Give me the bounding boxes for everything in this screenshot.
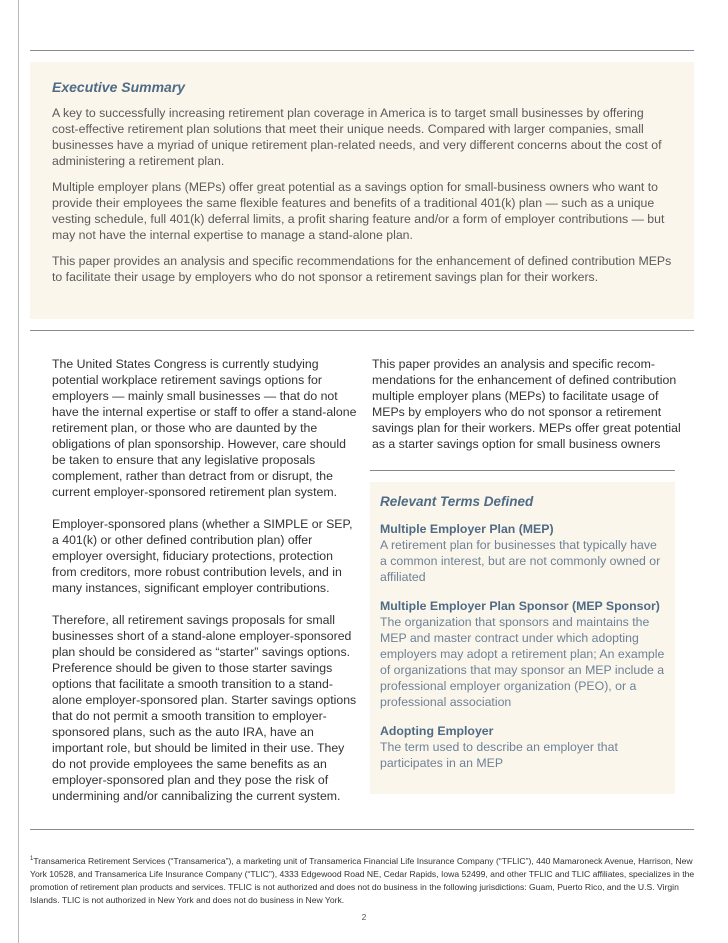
- term-entry: [380, 723, 665, 771]
- left-column: [52, 356, 358, 820]
- term-entry: [380, 598, 665, 710]
- footnote-rule: [30, 829, 694, 830]
- footnote: [30, 853, 698, 907]
- body-paragraph: Therefore, all retirement savings proposals for small businesses short of a stand-alone employer-sponsored plan should be considered as “starter” savings options. Preference should be given to those starter savings options that facilitate a smooth transition to a stand-alone employer-sponsored plan. Starter savings options that do not permit a smooth transition to employer-sponsored plans, such as the auto IRA, have an important role, but should be limited in their use. They do not provide employees the same benefits as an employer-sponsored plan and they pose the risk of undermining and/or cannibalizing the current system.: [52, 613, 357, 803]
- right-intro-paragraph: This paper provides an analysis and specific recom-mendations for the enhancement of defined contribution multiple employer plans (MEPs) to facilitate usage of MEPs by employers who do not sponsor a retirement savings plan for their workers. MEPs offer great potential as a starter savings option for small business owners: [372, 357, 681, 451]
- summary-paragraph: A key to successfully increasing retirement plan coverage in America is to target small businesses by offering cost-effective retirement plan solutions that meet their unique needs. Compared with larger companies, small businesses have a myriad of unique retirement plan-related needs, and very different concerns about the cost of administering a retirement plan.: [52, 106, 662, 168]
- term-name: Multiple Employer Plan (MEP): [380, 522, 554, 536]
- relevant-terms-box: [370, 482, 675, 794]
- footnote-marker: 1: [30, 856, 34, 862]
- term-definition: A retirement plan for businesses that typically have a common interest, but are not commonly owned or affiliated: [380, 538, 661, 584]
- footnote-text: Transamerica Retirement Services (“Transamerica”), a marketing unit of Transamerica Financial Life Insurance Company (“TFLIC”), 440 Mamaroneck Avenue, Harrison, New York 10528, and Transamerica Life Insurance Company (“TLIC”), 4333 Edgewood Road NE, Cedar Rapids, Iowa 52499, and other TFLIC and TLIC affiliates, specializes in the promotion of retirement plan products and services. TFLIC is not authorized and does not do business in the following jurisdictions: Guam, Puerto Rico, and the U.S. Virgin Islands. TLIC is not authorized in New York and does not do business in New York.: [30, 855, 695, 905]
- term-definition: The term used to describe an employer that participates in an MEP: [380, 740, 618, 770]
- page-left-border: [18, 0, 19, 943]
- page-number: 2: [361, 912, 367, 922]
- term-definition: The organization that sponsors and maintains the MEP and master contract under which adopting employers may adopt a retirement plan; An example of organizations that may sponsor an MEP include a professional employer organization (PEO), or a professional association: [380, 615, 665, 709]
- summary-paragraph: This paper provides an analysis and specific recommendations for the enhancement of defined contribution MEPs to facilitate their usage by employers who do not sponsor a retirement savings plan for their workers.: [52, 254, 672, 284]
- body-paragraph: Employer-sponsored plans (whether a SIMPLE or SEP, a 401(k) or other defined contribution plan) offer employer oversight, fiduciary protections, protection from creditors, more robust contribution levels, and in many instances, significant employer contributions.: [52, 517, 353, 595]
- term-entry: [380, 521, 665, 585]
- term-name: Multiple Employer Plan Sponsor (MEP Sponsor): [380, 599, 660, 613]
- summary-paragraph: Multiple employer plans (MEPs) offer great potential as a savings option for small-business owners who want to provide their employees the same flexible features and benefits of a traditional 401(k) plan — such as a unique vesting schedule, full 401(k) deferral limits, a profit sharing feature and/or a form of employer contributions — but may not have the internal expertise to manage a stand-alone plan.: [52, 180, 665, 242]
- terms-top-rule: [370, 470, 675, 471]
- executive-summary-title: Executive Summary: [52, 79, 186, 95]
- body-paragraph: The United States Congress is currently studying potential workplace retirement savings options for employers — mainly small businesses — that do not have the internal expertise or staff to offer a stand-alone retirement plan, or those who are daunted by the obligations of plan sponsorship. However, care should be taken to ensure that any legislative proposals complement, rather than detract from or disrupt, the current employer-sponsored retirement plan system.: [52, 357, 357, 499]
- relevant-terms-title: Relevant Terms Defined: [380, 494, 534, 509]
- right-column: [372, 356, 682, 452]
- summary-bottom-rule: [30, 330, 694, 331]
- executive-summary-box: [30, 62, 694, 319]
- term-name: Adopting Employer: [380, 724, 494, 738]
- top-rule: [30, 50, 694, 51]
